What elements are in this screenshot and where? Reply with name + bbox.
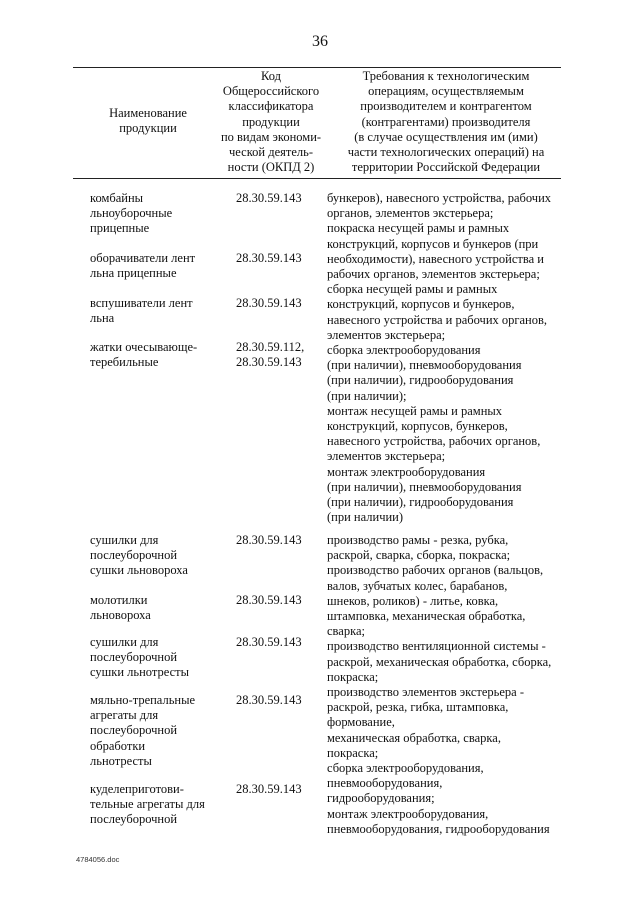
table-row-4-name: жатки очесывающе- теребильные	[90, 340, 198, 370]
table-top-border	[73, 67, 561, 68]
table-row-3-code: 28.30.59.143	[236, 296, 302, 310]
table-row-7-name: сушилки для послеуборочной сушки льнотресты	[90, 635, 189, 680]
table-row-5-code: 28.30.59.143	[236, 533, 302, 547]
requirements-block-1: бункеров), навесного устройства, рабочих органов, элементов экстерьера; покраска несущей рамы и рамных конструкций, корпусов и бункеров (при необходимости), навесного устройства и рабочих органов, элементов экстерьера; сборка несущей рамы и рамных конструкций, корпусов и бункеров, навесного устройства и рабочих органов, элементов экстерьера; сборка электрооборудования (при наличии), пневмооборудования (при наличии), гидрооборудования (при наличии); монтаж несущей рамы и рамных конструкций, корпусов, бункеров, навесного устройства, рабочих органов, элементов экстерьера; монтаж электрооборудования (при наличии), пневмооборудования (при наличии), гидрооборудования (при наличии)	[327, 191, 552, 525]
header-product-name: Наименование продукции	[109, 106, 187, 136]
table-row-7-code: 28.30.59.143	[236, 635, 302, 649]
table-row-1-name: комбайны льноуборочные прицепные	[90, 191, 173, 236]
header-okpd2-code: Код Общероссийского классификатора продукции по видам экономи- ческой деятель- ности (ОКПД 2)	[220, 69, 322, 175]
document-file-name: 4784056.doc	[76, 855, 120, 864]
requirements-block-2: производство рамы - резка, рубка, раскрой, сварка, сборка, покраска; производство рабочих органов (вальцов, валов, зубчатых колес, барабанов, шнеков, роликов) - литье, ковка, штамповка, механическая обработка, сварка; производство вентиляционной системы - раскрой, механическая обработка, сборка, покраска; производство элементов экстерьера - раскрой, резка, гибка, штамповка, формование, механическая обработка, сварка, покраска; сборка электрооборудования, пневмооборудования, гидрооборудования; монтаж электрооборудования, пневмооборудования, гидрооборудования	[327, 533, 552, 836]
page-number: 36	[312, 33, 328, 50]
table-row-2-code: 28.30.59.143	[236, 251, 302, 265]
table-row-8-name: мяльно-трепальные агрегаты для послеуборочной обработки льнотресты	[90, 693, 196, 768]
table-row-5-name: сушилки для послеуборочной сушки льновороха	[90, 533, 188, 578]
header-requirements: Требования к технологическим операциям, осуществляемым производителем и контрагентом (контрагентами) производителя (в случае осуществления им (ими) части технологических операций) на территории Российской Федерации	[347, 69, 545, 175]
table-row-3-name: вспушиватели лент льна	[90, 296, 193, 326]
table-row-1-code: 28.30.59.143	[236, 191, 302, 205]
table-row-2-name: оборачиватели лент льна прицепные	[90, 251, 196, 281]
table-row-4-code: 28.30.59.112, 28.30.59.143	[236, 340, 305, 370]
table-row-8-code: 28.30.59.143	[236, 693, 302, 707]
table-header-bottom-border	[73, 178, 561, 179]
table-row-9-name: куделеприготови- тельные агрегаты для послеуборочной	[90, 782, 205, 827]
table-row-6-name: молотилки льновороха	[90, 593, 151, 623]
table-row-6-code: 28.30.59.143	[236, 593, 302, 607]
table-row-9-code: 28.30.59.143	[236, 782, 302, 796]
